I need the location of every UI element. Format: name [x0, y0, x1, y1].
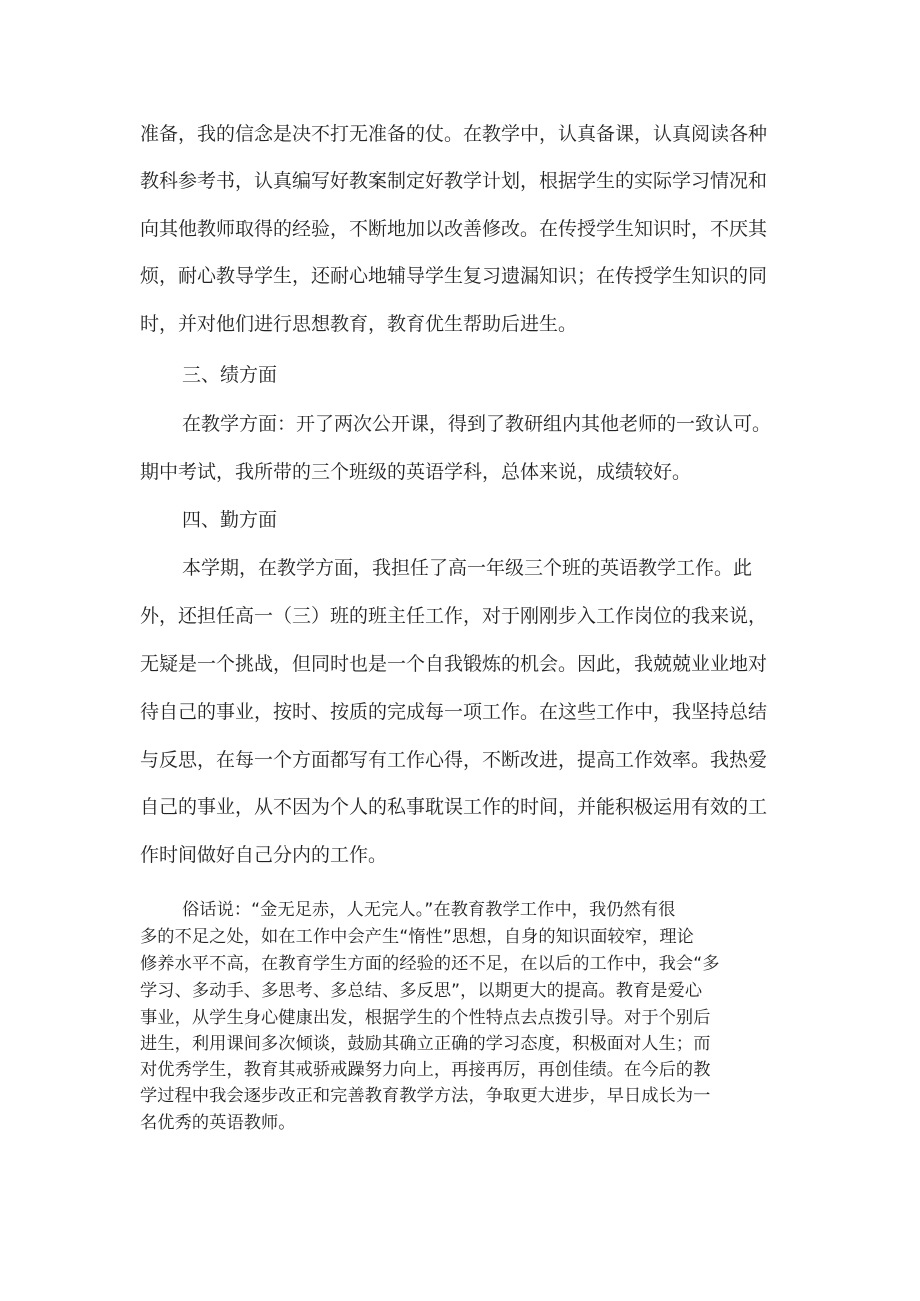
paragraph-line: 多的不足之处，如在工作中会产生“惰性”思想，自身的知识面较窄，理论: [140, 927, 694, 947]
paragraph-line: 期中考试，我所带的三个班级的英语学科，总体来说，成绩较好。: [140, 461, 692, 483]
paragraph-line: 自己的事业，从不因为个人的私事耽误工作的时间，并能积极运用有效的工: [140, 796, 768, 818]
paragraph-line: 向其他教师取得的经验，不断地加以改善修改。在传授学生知识时，不厌其: [140, 218, 768, 240]
paragraph-line: 待自己的事业，按时、按质的完成每一项工作。在这些工作中，我坚持总结: [140, 701, 768, 723]
paragraph-line: 本学期，在教学方面，我担任了高一年级三个班的英语教学工作。此: [182, 557, 753, 579]
paragraph-line: 在教学方面：开了两次公开课，得到了教研组内其他老师的一致认可。: [182, 413, 772, 435]
paragraph-line: 时，并对他们进行思想教育，教育优生帮助后进生。: [140, 313, 578, 335]
section-heading: 四、勤方面: [182, 509, 278, 531]
paragraph-line: 俗话说：“金无足赤，人无完人。”在教育教学工作中，我仍然有很: [182, 900, 676, 920]
paragraph-line: 对优秀学生，教育其戒骄戒躁努力向上，再接再厉，再创佳绩。在今后的教: [140, 1060, 711, 1080]
paragraph-line: 无疑是一个挑战，但同时也是一个自我锻炼的机会。因此，我兢兢业业地对: [140, 653, 768, 675]
paragraph-line: 事业，从学生身心健康出发，根据学生的个性特点去点拨引导。对于个别后: [140, 1008, 711, 1028]
paragraph-line: 准备，我的信念是决不打无准备的仗。在教学中，认真备课，认真阅读各种: [140, 123, 768, 145]
paragraph-line: 学过程中我会逐步改正和完善教育教学方法，争取更大进步，早日成长为一: [140, 1086, 711, 1106]
paragraph-line: 教科参考书，认真编写好教案制定好教学计划，根据学生的实际学习情况和: [140, 170, 768, 192]
paragraph-line: 进生，利用课间多次倾谈，鼓励其确立正确的学习态度，积极面对人生；而: [140, 1034, 711, 1054]
paragraph-line: 作时间做好自己分内的工作。: [140, 844, 388, 866]
paragraph-line: 修养水平不高，在教育学生方面的经验的还不足，在以后的工作中，我会“多: [140, 954, 720, 974]
paragraph-line: 名优秀的英语教师。: [140, 1113, 296, 1133]
paragraph-line: 烦，耐心教导学生，还耐心地辅导学生复习遗漏知识；在传授学生知识的同: [140, 265, 768, 287]
section-heading: 三、绩方面: [182, 364, 278, 386]
paragraph-line: 学习、多动手、多思考、多总结、多反思”，以期更大的提高。教育是爱心: [140, 981, 703, 1001]
paragraph-line: 与反思，在每一个方面都写有工作心得，不断改进，提高工作效率。我热爱: [140, 749, 768, 771]
paragraph-line: 外，还担任高一（三）班的班主任工作，对于刚刚步入工作岗位的我来说，: [140, 605, 768, 627]
